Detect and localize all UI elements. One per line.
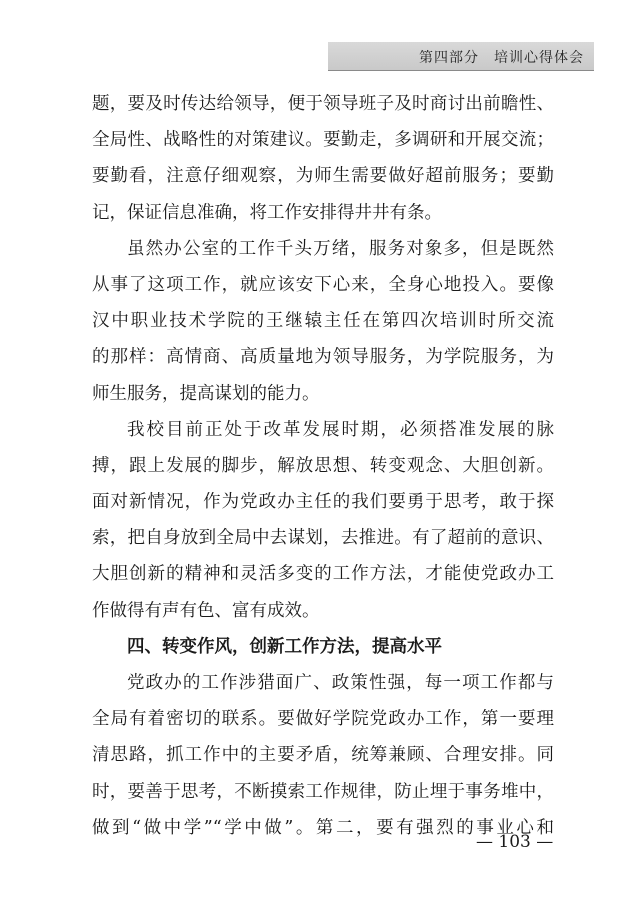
text-line: 我校目前正处于改革发展时期，必须搭准发展的脉 bbox=[127, 419, 554, 440]
paragraph-1 bbox=[92, 86, 554, 231]
text-line: 党政办的工作涉猎面广、政策性强，每一项工作都与 bbox=[127, 673, 554, 693]
text-line: 师生服务，提高谋划的能力。 bbox=[92, 383, 320, 404]
text-line: 的那样：高情商、高质量地为领导服务，为学院服务，为 bbox=[92, 347, 554, 368]
page-number: — 103 — bbox=[476, 832, 554, 852]
text-line: 搏，跟上发展的脚步，解放思想、转变观念、大胆创新。 bbox=[92, 455, 554, 476]
text-line: 全局性、战略性的对策建议。要勤走，多调研和开展交流； bbox=[92, 130, 554, 151]
text-line: 大胆创新的精神和灵活多变的工作方法，才能使党政办工 bbox=[92, 564, 554, 585]
text-line: 汉中职业技术学院的王继辕主任在第四次培训时所交流 bbox=[92, 311, 554, 332]
paragraph-2 bbox=[92, 231, 554, 412]
text-line: 记，保证信息准确，将工作安排得井井有条。 bbox=[92, 202, 442, 223]
section-heading: 四、转变作风，创新工作方法，提高水平 bbox=[127, 636, 442, 657]
text-line: 作做得有声有色、富有成效。 bbox=[92, 600, 320, 621]
paragraph-4 bbox=[92, 665, 554, 846]
running-header bbox=[328, 42, 594, 71]
paragraph-3 bbox=[92, 412, 554, 629]
text-line: 要勤看，注意仔细观察，为师生需要做好超前服务；要勤 bbox=[92, 166, 554, 187]
text-line: 虽然办公室的工作千头万绪，服务对象多，但是既然 bbox=[127, 238, 554, 259]
running-header-title: 第四部分 培训心得体会 bbox=[419, 50, 584, 66]
text-line: 面对新情况，作为党政办主任的我们要勇于思考，敢于探 bbox=[92, 492, 554, 513]
text-line: 全局有着密切的联系。要做好学院党政办工作，第一要理 bbox=[92, 709, 554, 730]
text-line: 从事了这项工作，就应该安下心来，全身心地投入。要像 bbox=[92, 274, 554, 295]
text-line: 索，把自身放到全局中去谋划，去推进。有了超前的意识、 bbox=[92, 528, 554, 549]
text-line: 时，要善于思考，不断摸索工作规律，防止埋于事务堆中， bbox=[92, 781, 554, 802]
text-line: 题，要及时传达给领导，便于领导班子及时商讨出前瞻性、 bbox=[92, 94, 554, 114]
page-body bbox=[92, 86, 554, 846]
text-line: 清思路，抓工作中的主要矛盾，统筹兼顾、合理安排。同 bbox=[92, 745, 554, 766]
text-line: 做到“做中学”“学中做”。第二，要有强烈的事业心和 bbox=[92, 817, 554, 838]
